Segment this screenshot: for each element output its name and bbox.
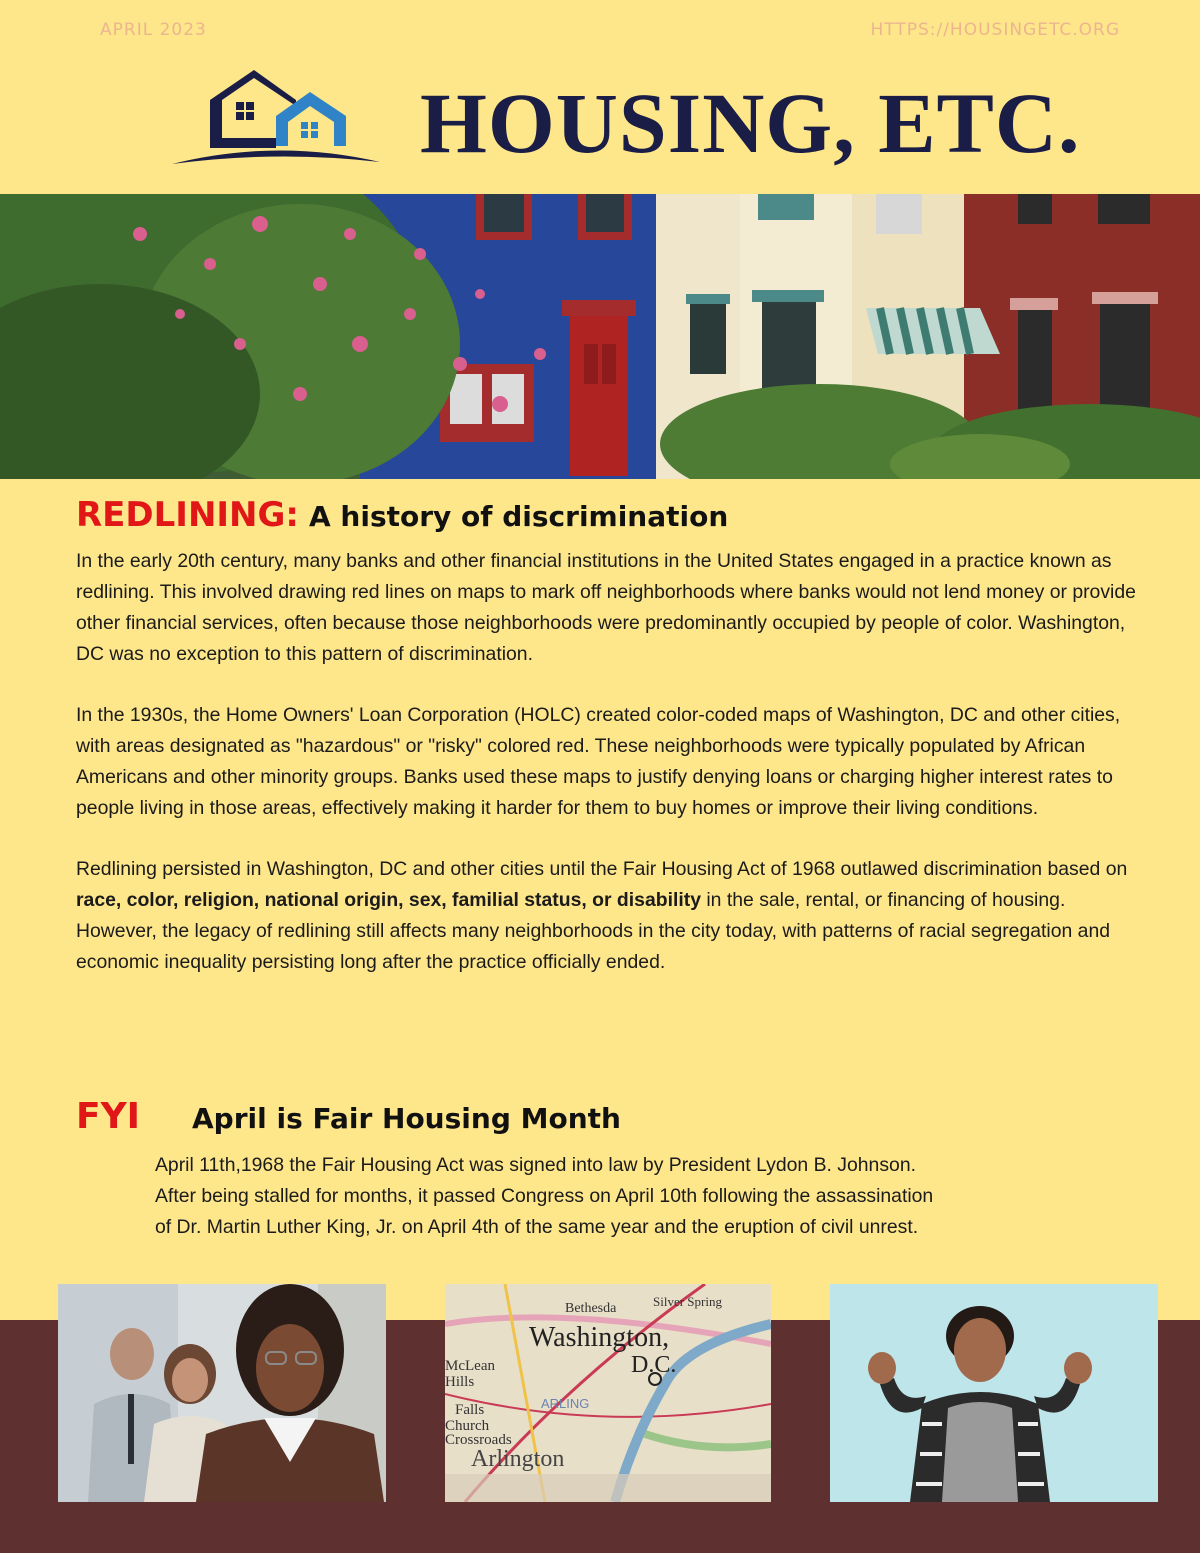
paragraph-3-end: in the sale, rental, or financing of housing. However, the legacy of redlining still affects many neighborhoods in the city today, with patterns of racial segregation and economic inequality persisting long after the practice officially ended. bbox=[76, 889, 1111, 973]
hero-rowhouses-photo bbox=[0, 194, 1200, 479]
map-label-arling: ARLING bbox=[541, 1396, 590, 1411]
fyi-header bbox=[76, 1094, 1136, 1140]
map-label-arlington: Arlington bbox=[471, 1446, 565, 1472]
map-label-silver-spring: Silver Spring bbox=[653, 1294, 722, 1309]
map-label-church: Church bbox=[445, 1418, 490, 1434]
paragraph-3 bbox=[76, 854, 1136, 978]
map-label-bethesda: Bethesda bbox=[565, 1301, 617, 1316]
fyi-label: FYI bbox=[76, 1096, 141, 1137]
map-label-hills: Hills bbox=[445, 1374, 475, 1390]
map-label-washington: Washington, bbox=[529, 1322, 670, 1353]
fyi-body bbox=[155, 1150, 1115, 1243]
paragraph-3-start: Redlining persisted in Washington, DC and other cities until the Fair Housing Act of 1968 outlawed discrimination based on bbox=[76, 858, 1128, 880]
houses-logo-icon bbox=[170, 66, 382, 170]
washington-map-photo bbox=[445, 1284, 771, 1502]
headline-keyword: REDLINING: bbox=[76, 495, 300, 535]
masthead bbox=[170, 66, 1081, 176]
fyi-line-3: of Dr. Martin Luther King, Jr. on April 4th of the same year and the eruption of civil unrest. bbox=[155, 1216, 919, 1238]
fyi-line-1: April 11th,1968 the Fair Housing Act was signed into law by President Lydon B. Johnson. bbox=[155, 1154, 916, 1176]
article bbox=[76, 492, 1136, 1008]
site-url[interactable]: HTTPS://HOUSINGETC.ORG bbox=[870, 20, 1120, 40]
map-label-crossroads: Crossroads bbox=[445, 1432, 512, 1448]
paragraph-2: In the 1930s, the Home Owners' Loan Corporation (HOLC) created color-coded maps of Washington, DC and other cities, with areas designated as "hazardous" or "risky" colored red. These neighborhoods were typically populated by African Americans and other minority groups. Banks used these maps to justify denying loans or charging higher interest rates to people living in those areas, effectively making it harder for them to buy homes or improve their living conditions. bbox=[76, 704, 1121, 819]
map-label-mclean: McLean bbox=[445, 1358, 495, 1374]
fyi-line-2: After being stalled for months, it passed Congress on April 10th following the assassination bbox=[155, 1185, 934, 1207]
woman-portrait-photo bbox=[58, 1284, 386, 1502]
issue-date: APRIL 2023 bbox=[100, 20, 207, 40]
headline-subtitle: A history of discrimination bbox=[309, 500, 729, 533]
map-label-dc: D.C. bbox=[631, 1352, 677, 1378]
shrugging-man-photo bbox=[830, 1284, 1158, 1502]
brand-title: HOUSING, ETC. bbox=[420, 75, 1081, 171]
paragraph-1: In the early 20th century, many banks and other financial institutions in the United States engaged in a practice known as redlining. This involved drawing red lines on maps to mark off neighborhoods where banks would not lend money or provide other financial services, often because those neighborhoods were predominantly occupied by people of color. Washington, DC was no exception to this pattern of discrimination. bbox=[76, 550, 1136, 665]
map-label-falls: Falls bbox=[455, 1402, 485, 1418]
article-headline bbox=[76, 492, 1136, 538]
protected-classes: race, color, religion, national origin, sex, familial status, or disability bbox=[76, 889, 701, 911]
fyi-title: April is Fair Housing Month bbox=[192, 1102, 621, 1135]
